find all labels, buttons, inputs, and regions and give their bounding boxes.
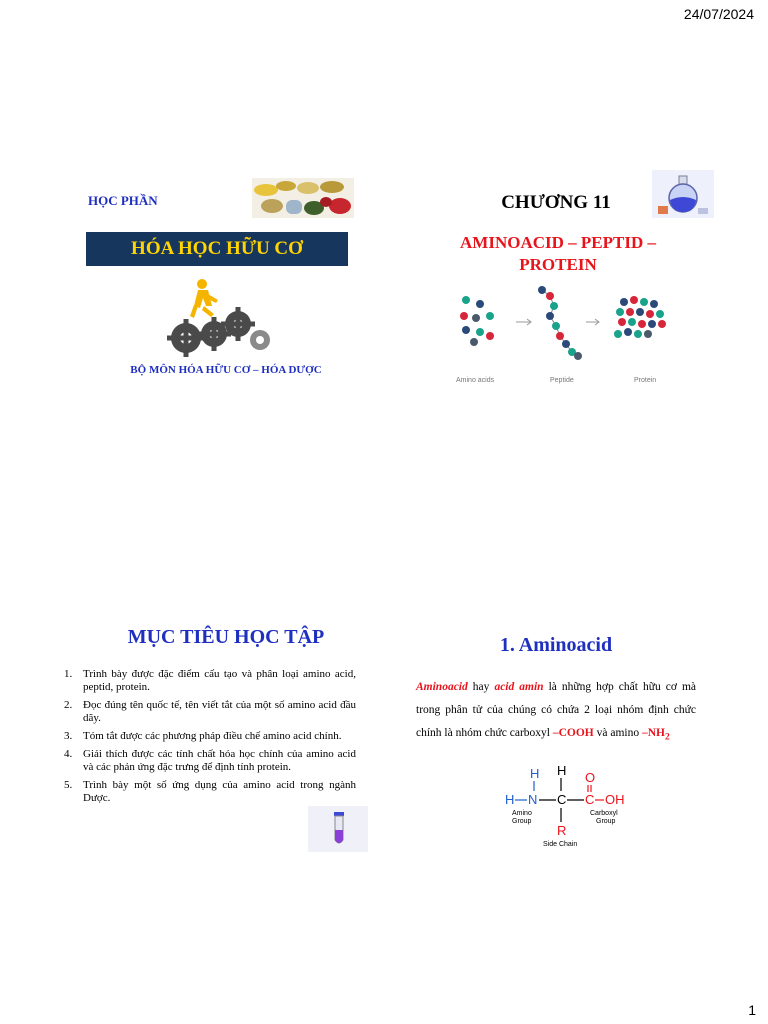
- definition-paragraph: Aminoacid hay acid amin là những hợp chất hữu cơ mà trong phân tử của chúng có chứa 2 loại nhóm định chức chính là nhóm chức carboxyl –COOH và amino $-NH_2$: [416, 681, 696, 743]
- chapter-title-line2: PROTEIN: [519, 255, 597, 274]
- page-number: 1: [748, 1002, 756, 1018]
- cooh-group: –COOH: [552, 727, 594, 739]
- svg-text:Amino: Amino: [512, 810, 532, 817]
- svg-text:Side Chain: Side Chain: [543, 841, 578, 848]
- label-amino-acids: Amino acids: [456, 377, 495, 384]
- svg-text:N: N: [528, 792, 538, 807]
- term-aminoacid: Aminoacid: [416, 681, 468, 693]
- amino-to-protein-diagram: [446, 284, 686, 392]
- chapter-number: CHƯƠNG 11: [501, 192, 611, 213]
- department-name: BỘ MÔN HÓA HỮU CƠ – HÓA DƯỢC: [130, 364, 322, 376]
- gears-climber-image: [166, 276, 274, 360]
- svg-text:R: R: [557, 823, 567, 838]
- amino-acid-structure: [500, 760, 640, 852]
- svg-text:H: H: [530, 766, 540, 781]
- svg-text:H: H: [505, 792, 515, 807]
- amino-acids-cluster: [460, 296, 494, 346]
- label-peptide: Peptide: [550, 377, 574, 384]
- chapter-title: [428, 232, 688, 276]
- list-item: 3. Tóm tắt được các phương pháp điều chế amino acid chính.: [64, 730, 342, 742]
- section-title: 1. Aminoacid: [499, 634, 613, 656]
- nh2-group: $-NH_2$: [641, 727, 670, 743]
- print-date: 24/07/2024: [683, 6, 754, 22]
- svg-text:Group: Group: [512, 818, 532, 825]
- objectives-list: [64, 668, 356, 810]
- flask-icon: [652, 170, 714, 218]
- list-item: 1. Trình bày được đặc điểm cấu tạo và phân loại amino acid, peptid, protein.: [64, 668, 356, 693]
- label-protein: Protein: [634, 377, 657, 384]
- chapter-title-line1: AMINOACID – PEPTID –: [460, 233, 656, 252]
- svg-text:OH: OH: [605, 792, 625, 807]
- course-label: HỌC PHẦN: [88, 193, 158, 208]
- term-acid-amin: acid amin: [494, 681, 544, 693]
- objectives-title: MỤC TIÊU HỌC TẬP: [127, 626, 325, 648]
- test-tube-icon: [308, 806, 368, 852]
- peptide-chain: [538, 286, 582, 360]
- svg-text:C: C: [557, 792, 567, 807]
- svg-text:Carboxyl: Carboxyl: [590, 810, 618, 817]
- pills-image: [252, 178, 354, 218]
- svg-text:H: H: [557, 763, 567, 778]
- list-item: 4. Giải thích được các tính chất hóa học chính của amino acid và các phản ứng đặc trưng để định tính protein.: [64, 748, 356, 773]
- svg-text:O: O: [585, 770, 596, 785]
- list-item: 5. Trình bày một số ứng dụng của amino acid trong ngành Dược.: [64, 779, 356, 804]
- list-item: 2. Đọc đúng tên quốc tế, tên viết tắt của một số amino acid đầu dãy.: [64, 699, 356, 724]
- svg-text:C: C: [585, 792, 595, 807]
- course-banner: [86, 232, 348, 266]
- course-title: HÓA HỌC HỮU CƠ: [131, 238, 303, 259]
- svg-text:Group: Group: [596, 818, 616, 825]
- protein-cluster: [614, 296, 666, 338]
